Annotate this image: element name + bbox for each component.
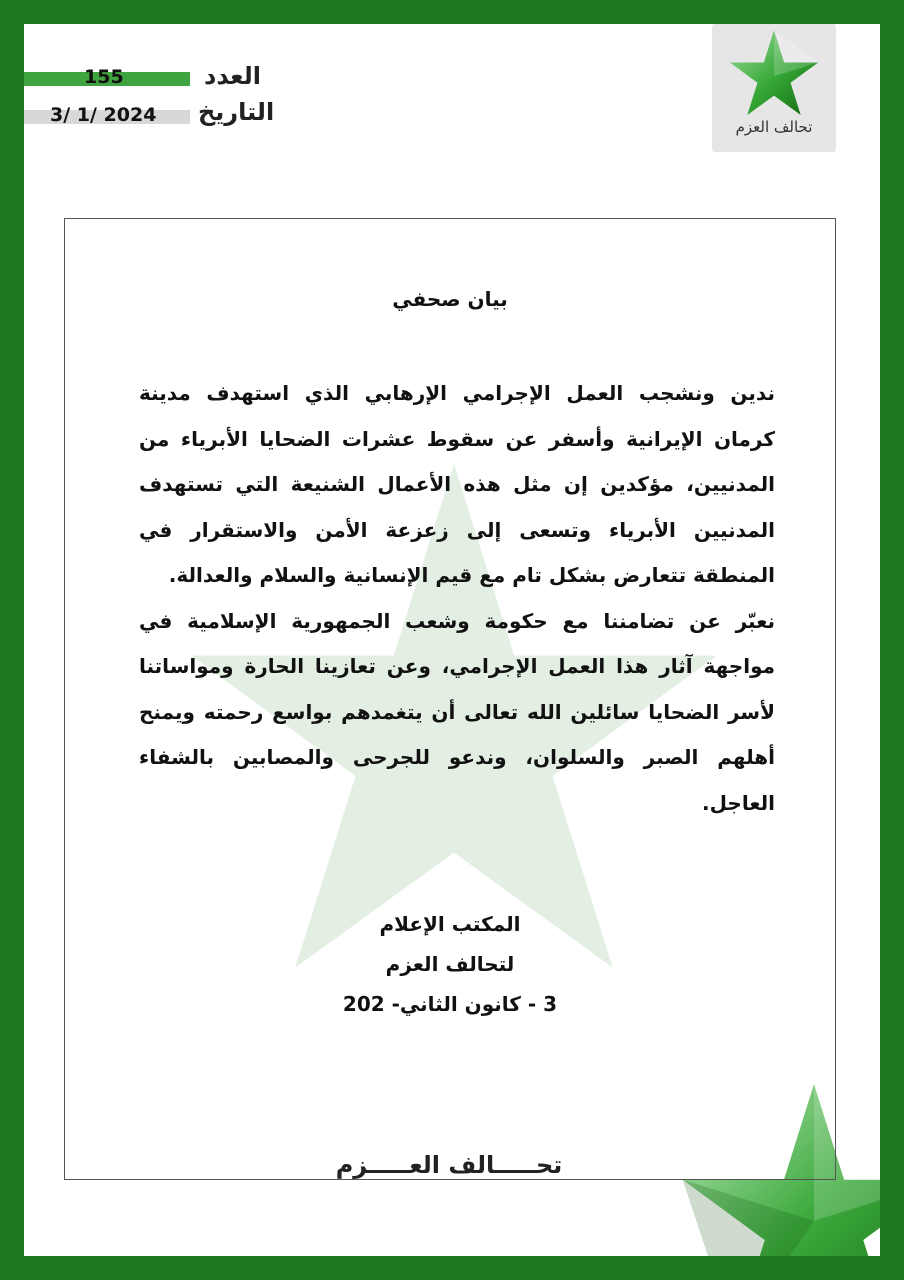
signature-date: 3 - كانون الثاني- 202 xyxy=(342,992,558,1016)
logo-name: تحالف العزم xyxy=(735,118,813,136)
alliance-logo xyxy=(712,24,836,152)
date-value: 3/ 1/ 2024 xyxy=(50,104,157,126)
paragraph-condemnation: ندين ونشجب العمل الإجرامي الإرهابي الذي استهدف مدينة كرمان الإيرانية وأسفر عن سقوط عشرات الضحايا الأبرياء من المدنيين، مؤكدين إن مثل هذه الأعمال الشنيعة التي تستهدف المدنيين الأبرياء وتسعى إلى زعزعة الأمن والاستقرار في المنطقة تتعارض بشكل تام مع قيم الإنسانية والسلام والعدالة. xyxy=(139,381,775,587)
statement-body xyxy=(139,371,775,826)
issue-number: 155 xyxy=(84,66,124,88)
page-title: بيان صحفي xyxy=(392,287,508,311)
signature-alliance: لتحالف العزم xyxy=(385,952,515,976)
green-star-icon xyxy=(728,30,820,118)
footer-label: تحـــــالف العـــــزم xyxy=(324,1151,574,1179)
letterhead-page xyxy=(24,24,880,1256)
paragraph-solidarity: نعبّر عن تضامننا مع حكومة وشعب الجمهورية الإسلامية في مواجهة آثار هذا العمل الإجرامي، وعن تعازينا الحارة ومواساتنا لأسر الضحايا سائلين الله تعالى أن يتغمدهم بواسع رحمته ويمنح أهلهم الصبر والسلوان، وندعو للجرحى والمصابين بالشفاء العاجل. xyxy=(139,608,775,815)
issue-label: العدد xyxy=(204,62,261,90)
signature-office: المكتب الإعلام xyxy=(379,912,521,936)
statement-frame xyxy=(64,218,836,1180)
date-label: التاريخ xyxy=(198,98,275,126)
